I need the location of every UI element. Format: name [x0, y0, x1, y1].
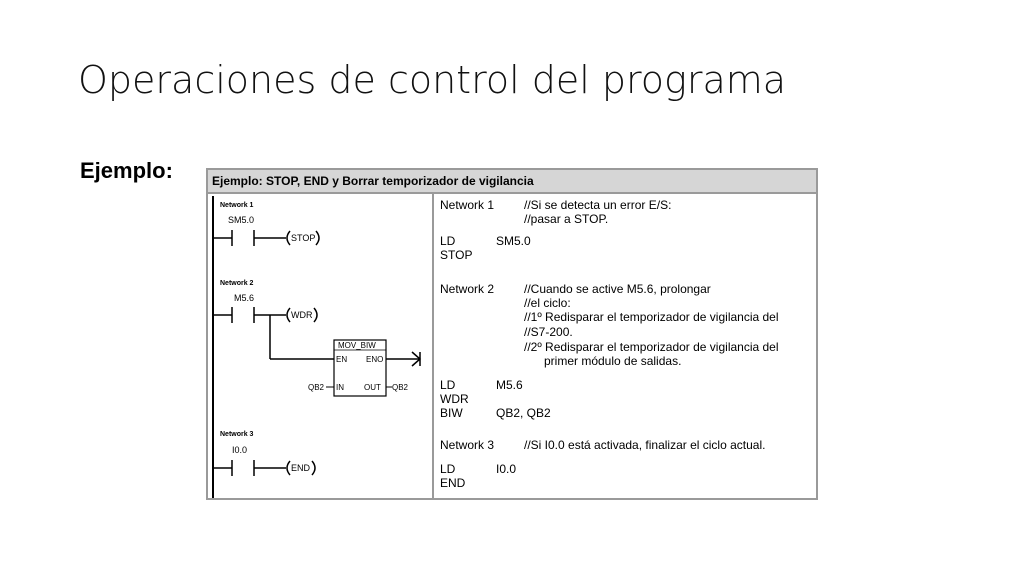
network-3-contact: [213, 460, 286, 476]
stl-network-2-comment: primer módulo de salidas.: [544, 354, 682, 368]
column-divider: [432, 192, 434, 498]
stl-operand: I0.0: [496, 462, 517, 476]
stl-network-3-label: Network 3: [440, 438, 495, 452]
stl-network-2-comment: //Cuando se active M5.6, prolongar: [524, 282, 711, 296]
network-2-label: Network 2: [220, 280, 254, 287]
network-3-contact-label: I0.0: [232, 445, 248, 455]
stl-operand: M5.6: [496, 378, 523, 392]
network-3-coil: [287, 461, 315, 475]
network-2-coil: [287, 308, 317, 322]
mov-biw-in-operand: QB2: [308, 383, 325, 392]
stl-instruction: BIW: [440, 406, 463, 420]
stl-network-1-comment: //pasar a STOP.: [524, 212, 609, 226]
mov-biw-en: EN: [336, 355, 348, 364]
mov-biw-title: MOV_BIW: [338, 341, 376, 350]
ladder-diagram: [208, 194, 430, 500]
network-1-contact-label: SM5.0: [228, 215, 255, 225]
stl-network-2-comment: //1º Redisparar el temporizador de vigilancia del: [524, 310, 779, 324]
mov-biw-box: [334, 340, 386, 396]
network-1-coil-label: STOP: [291, 233, 316, 243]
network-1-coil: [287, 231, 319, 245]
stl-instruction: END: [440, 476, 466, 490]
stl-network-1-label: Network 1: [440, 198, 495, 212]
network-2-contact-label: M5.6: [234, 293, 255, 303]
stl-listing: [440, 194, 818, 500]
network-3-label: Network 3: [220, 431, 254, 438]
network-2-coil-label: WDR: [291, 310, 313, 320]
example-box: [206, 168, 818, 500]
example-label: Ejemplo:: [80, 158, 173, 183]
stl-network-2-comment: //S7-200.: [524, 325, 573, 339]
mov-biw-eno: ENO: [366, 355, 384, 364]
stl-network-2-comment: //el ciclo:: [524, 296, 571, 310]
example-box-header: Ejemplo: STOP, END y Borrar temporizador de vigilancia: [208, 170, 816, 194]
mov-biw-out-operand: QB2: [392, 383, 409, 392]
stl-instruction: STOP: [440, 248, 473, 262]
stl-network-1-comment: //Si se detecta un error E/S:: [524, 198, 672, 212]
stl-network-2-label: Network 2: [440, 282, 495, 296]
stl-instruction: WDR: [440, 392, 469, 406]
mov-biw-out: OUT: [364, 383, 381, 392]
stl-instruction: LD: [440, 234, 456, 248]
network-1-label: Network 1: [220, 202, 254, 209]
network-3-coil-label: END: [291, 463, 311, 473]
stl-instruction: LD: [440, 462, 456, 476]
slide-title: Operaciones de control del programa: [78, 58, 787, 102]
network-2-contact: [213, 307, 286, 323]
network-1-contact: [213, 230, 286, 246]
mov-biw-in: IN: [336, 383, 344, 392]
stl-operand: QB2, QB2: [496, 406, 551, 420]
stl-network-3-comment: //Si I0.0 está activada, finalizar el ciclo actual.: [524, 438, 766, 452]
stl-operand: SM5.0: [496, 234, 531, 248]
stl-instruction: LD: [440, 378, 456, 392]
stl-network-2-comment: //2º Redisparar el temporizador de vigilancia del: [524, 340, 779, 354]
